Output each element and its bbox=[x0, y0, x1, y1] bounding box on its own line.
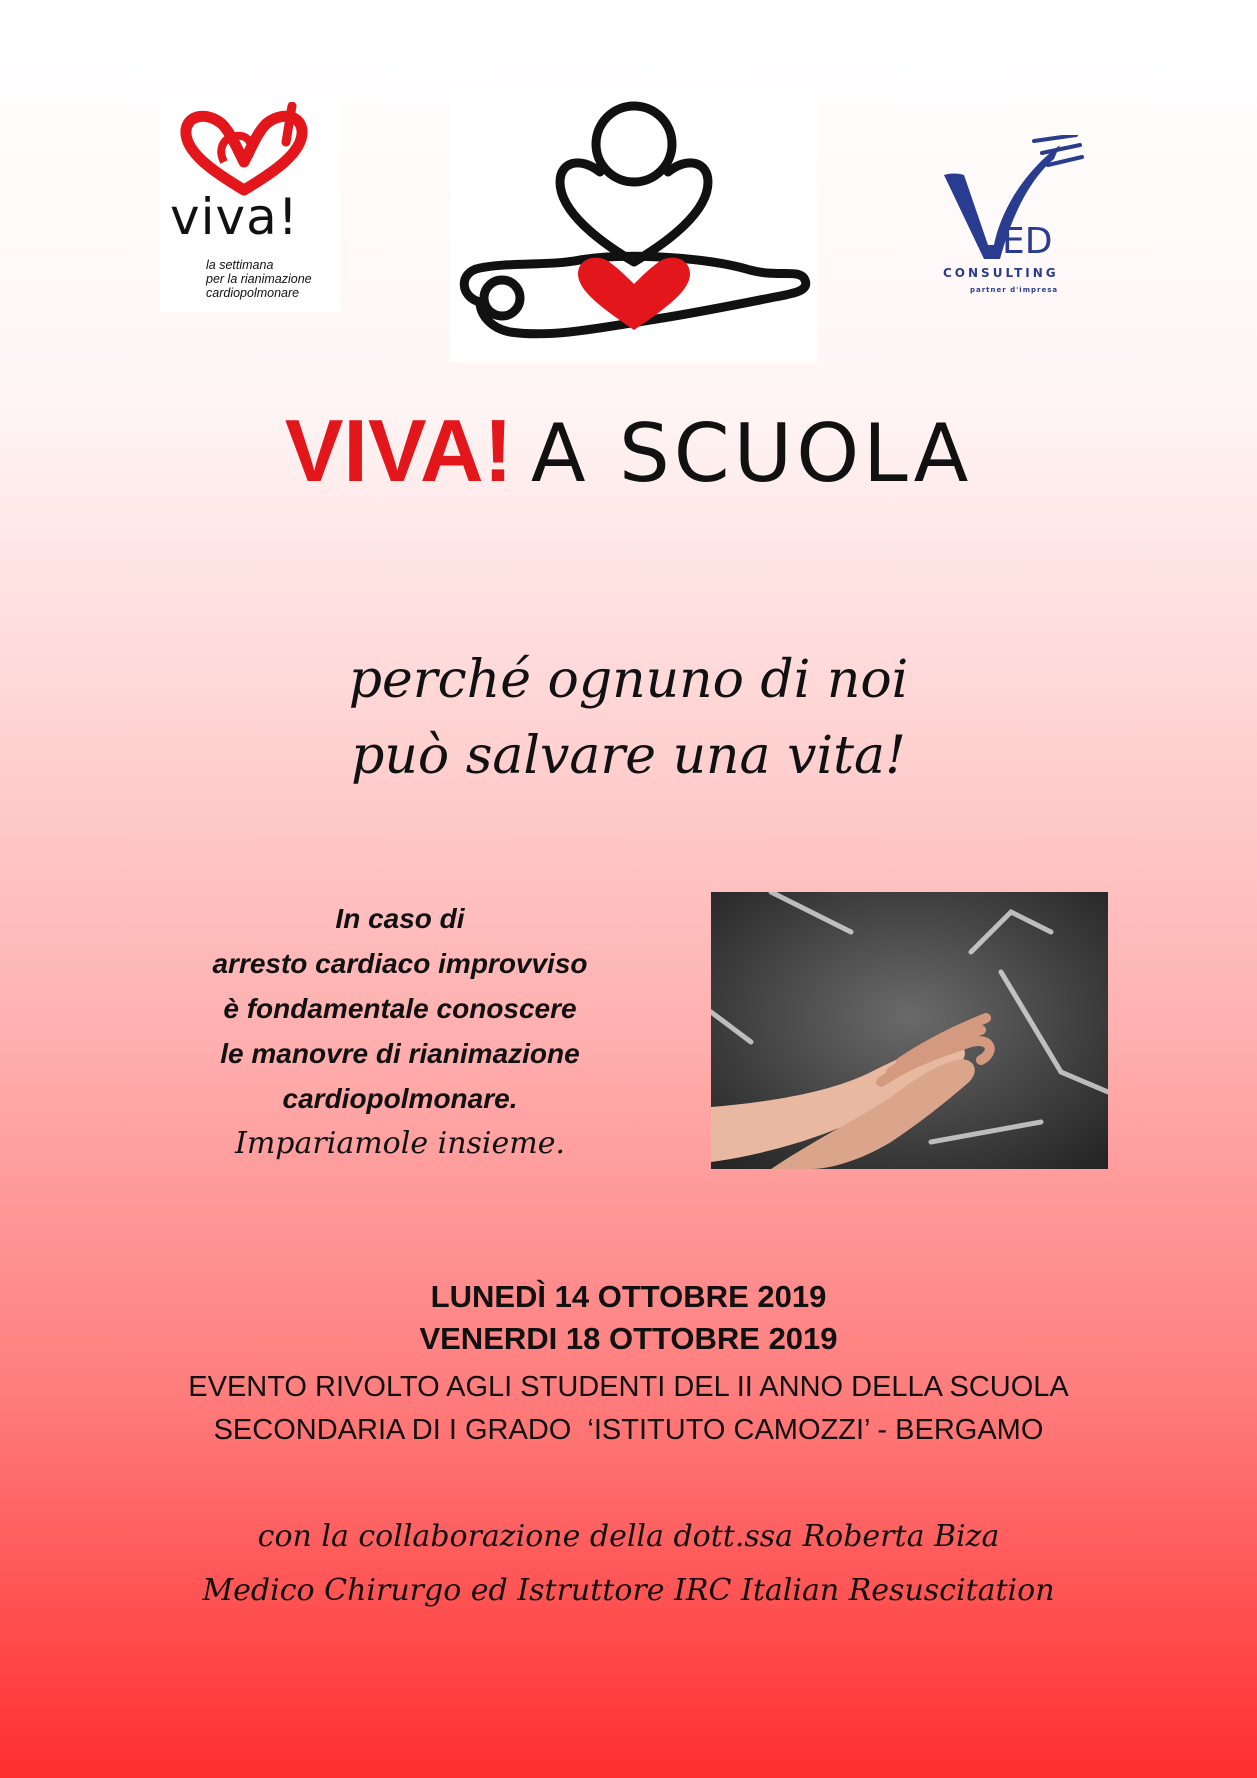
event-date: LUNEDÌ 14 OTTOBRE 2019 bbox=[430, 1279, 827, 1314]
ved-v-icon bbox=[930, 135, 1090, 265]
collaboration-line: con la collaborazione della dott.ssa Roberta Biza bbox=[257, 1519, 1000, 1554]
cpr-hands-photo bbox=[711, 892, 1108, 1169]
info-line: In caso di bbox=[335, 903, 465, 934]
viva-subtitle bbox=[206, 258, 336, 300]
viva-heart-icon bbox=[174, 102, 324, 197]
event-description bbox=[0, 1366, 1257, 1452]
info-block bbox=[170, 896, 630, 1166]
event-dates bbox=[0, 1276, 1257, 1360]
viva-wordmark: viva! bbox=[170, 188, 299, 246]
cpr-pictogram bbox=[450, 92, 818, 362]
info-line: cardiopolmonare. bbox=[282, 1083, 518, 1114]
viva-subtitle-line: per la rianimazione bbox=[206, 272, 312, 286]
viva-subtitle-line: cardiopolmonare bbox=[206, 286, 300, 300]
ved-tagline: partner d'impresa bbox=[970, 286, 1059, 294]
cpr-rescuer-icon bbox=[450, 92, 818, 362]
title-highlight: VIVA! bbox=[284, 401, 513, 500]
tagline-line: può salvare una vita! bbox=[351, 726, 906, 786]
info-closing: Impariamole insieme. bbox=[235, 1126, 565, 1161]
event-line: SECONDARIA DI I GRADO ‘ISTITUTO CAMOZZI’ - BERGAMO bbox=[213, 1414, 1044, 1446]
cpr-hands-illustration bbox=[711, 892, 1108, 1169]
ved-consulting-label: CONSULTING bbox=[943, 266, 1059, 280]
collaboration-credit bbox=[0, 1510, 1257, 1618]
info-line: è fondamentale conoscere bbox=[223, 993, 577, 1024]
collaboration-line: Medico Chirurgo ed Istruttore IRC Italian Resuscitation bbox=[202, 1573, 1055, 1608]
viva-logo bbox=[160, 100, 340, 312]
ved-letters: ED bbox=[1002, 221, 1053, 262]
event-line: EVENTO RIVOLTO AGLI STUDENTI DEL II ANNO DELLA SCUOLA bbox=[188, 1371, 1069, 1403]
info-line: le manovre di rianimazione bbox=[220, 1038, 580, 1069]
viva-subtitle-line: la settimana bbox=[206, 258, 274, 272]
title-rest: A SCUOLA bbox=[530, 407, 973, 500]
info-line: arresto cardiaco improvviso bbox=[212, 948, 588, 979]
ved-logo bbox=[930, 135, 1090, 305]
tagline bbox=[0, 642, 1257, 794]
event-date: VENERDI 18 OTTOBRE 2019 bbox=[419, 1321, 838, 1356]
tagline-line: perché ognuno di noi bbox=[348, 650, 909, 710]
page-title bbox=[0, 400, 1257, 502]
